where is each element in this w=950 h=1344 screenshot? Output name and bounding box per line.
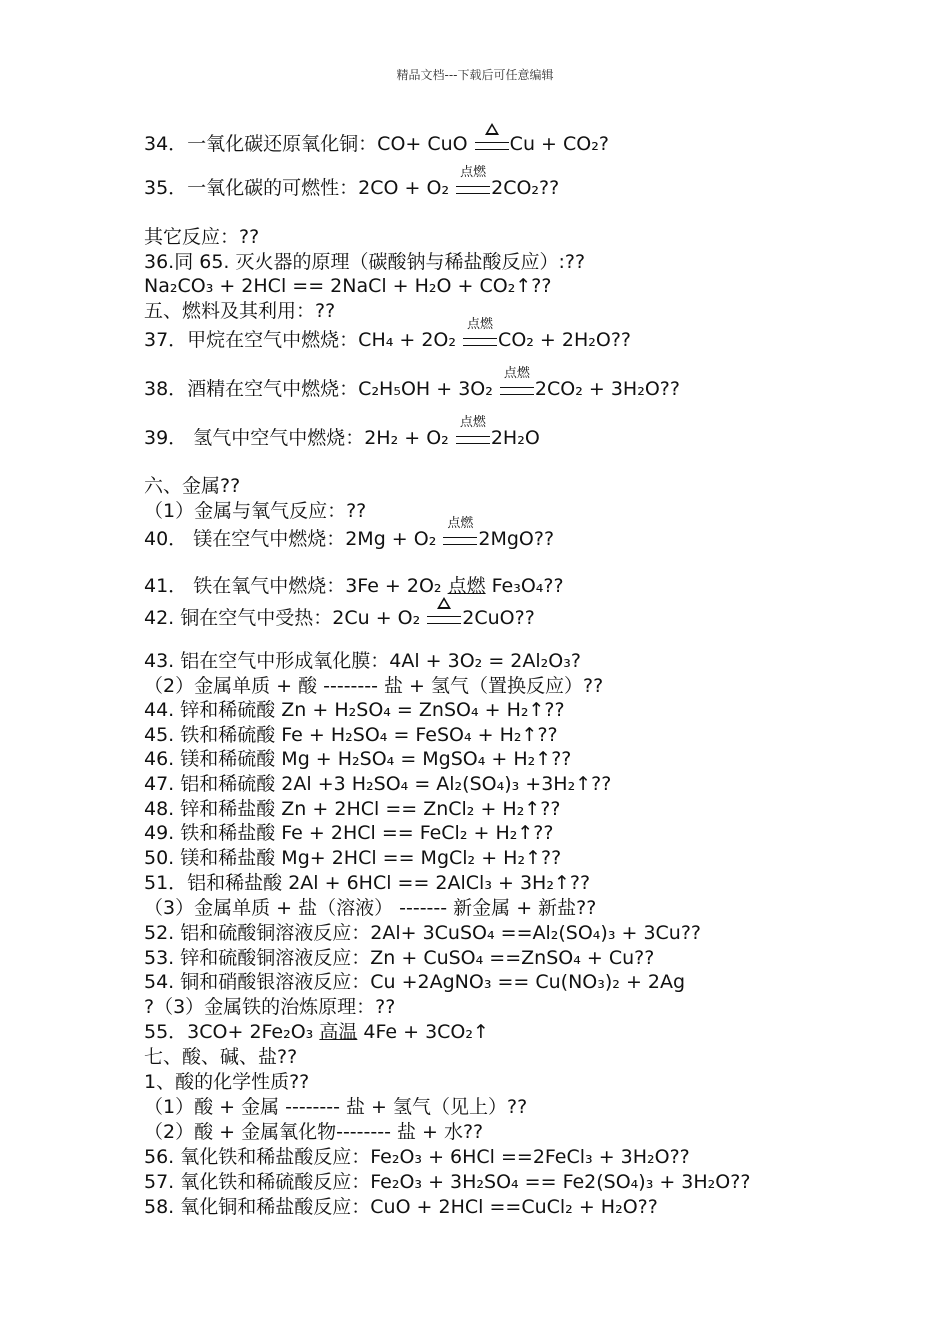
line-text: 1、酸的化学性质?? xyxy=(144,1071,310,1093)
line-text-after: 2MgO?? xyxy=(478,528,555,550)
line-text: 其它反应：?? xyxy=(144,226,260,248)
reaction-condition: 高温 xyxy=(319,1021,358,1043)
reaction-condition: 点燃 xyxy=(456,176,490,200)
line-text: 43. 铝在空气中形成氧化膜：4Al + 3O₂ = 2Al₂O₃? xyxy=(144,650,581,672)
line-text: 57. 氧化铁和稀硫酸反应：Fe₂O₃ + 3H₂SO₄ == Fe2(SO₄)₃ + 3H₂O?? xyxy=(144,1171,751,1193)
line-text: （2）金属单质 + 酸 -------- 盐 + 氢气（置换反应）?? xyxy=(144,675,604,697)
text-line xyxy=(144,649,581,673)
line-text: 34．一氧化碳还原氧化铜：CO+ CuO xyxy=(144,133,474,155)
line-text: （1）酸 + 金属 -------- 盐 + 氢气（见上）?? xyxy=(144,1096,528,1118)
line-text: 五、燃料及其利用：?? xyxy=(144,300,336,322)
line-text: 46. 镁和稀硫酸 Mg + H₂SO₄ = MgSO₄ + H₂↑?? xyxy=(144,748,572,770)
line-text: 七、酸、碱、盐?? xyxy=(144,1046,298,1068)
text-line xyxy=(144,896,596,920)
text-line xyxy=(144,797,560,821)
text-line xyxy=(144,250,585,274)
line-text: （3）金属单质 + 盐（溶液） ------- 新金属 + 新盐?? xyxy=(144,897,597,919)
reaction-condition xyxy=(475,132,509,156)
reaction-condition: 点燃 xyxy=(447,575,486,597)
line-text: （2）酸 + 金属氧化物-------- 盐 + 水?? xyxy=(144,1121,484,1143)
text-line xyxy=(144,1170,750,1194)
text-line xyxy=(144,1070,309,1094)
line-text: 36.同 65. 灭火器的原理（碳酸钠与稀盐酸反应）:?? xyxy=(144,251,586,273)
line-text: 47. 铝和稀硫酸 2Al +3 H₂SO₄ = Al₂(SO₄)₃ +3H₂↑?? xyxy=(144,773,612,795)
text-line xyxy=(144,366,680,401)
line-text: 55．3CO+ 2Fe₂O₃ xyxy=(144,1021,320,1043)
line-text: 49. 铁和稀盐酸 Fe + 2HCl == FeCl₂ + H₂↑?? xyxy=(144,822,554,844)
line-text: 48. 锌和稀盐酸 Zn + 2HCl == ZnCl₂ + H₂↑?? xyxy=(144,798,561,820)
line-text: 44. 锌和稀硫酸 Zn + H₂SO₄ = ZnSO₄ + H₂↑?? xyxy=(144,699,565,721)
text-line xyxy=(144,995,395,1019)
line-text: 52. 铝和硫酸铜溶液反应：2Al+ 3CuSO₄ ==Al₂(SO₄)₃ + 3Cu?? xyxy=(144,922,702,944)
line-text: 42. 铜在空气中受热：2Cu + O₂ xyxy=(144,607,427,629)
text-line xyxy=(144,821,553,845)
line-text: 53. 锌和硫酸铜溶液反应：Zn + CuSO₄ ==ZnSO₄ + Cu?? xyxy=(144,947,655,969)
line-text: 六、金属?? xyxy=(144,475,241,497)
line-text: 35．一氧化碳的可燃性：2CO + O₂ xyxy=(144,177,456,199)
text-line xyxy=(144,516,555,551)
text-line xyxy=(144,921,701,945)
line-text: 38．酒精在空气中燃烧：C₂H₅OH + 3O₂ xyxy=(144,378,499,400)
text-line xyxy=(144,871,590,895)
line-text: 54. 铜和硝酸银溶液反应：Cu +2AgNO₃ == Cu(NO₃)₂ + 2Ag xyxy=(144,971,686,993)
line-text: 58. 氧化铜和稀盐酸反应：CuO + 2HCl ==CuCl₂ + H₂O?? xyxy=(144,1196,658,1218)
line-text-after: 2H₂O xyxy=(490,427,540,449)
line-text: 45. 铁和稀硫酸 Fe + H₂SO₄ = FeSO₄ + H₂↑?? xyxy=(144,724,558,746)
text-line xyxy=(144,1020,489,1044)
line-text-after: 2CO₂ + 3H₂O?? xyxy=(534,378,680,400)
line-text: 41． 铁在氧气中燃烧：3Fe + 2O₂ xyxy=(144,575,448,597)
page-header: 精品文档---下载后可任意编辑 xyxy=(396,68,554,82)
line-text: 37．甲烷在空气中燃烧：CH₄ + 2O₂ xyxy=(144,329,463,351)
heat-triangle-icon xyxy=(485,123,499,135)
text-line xyxy=(144,415,540,450)
line-text: ?（3）金属铁的治炼原理：?? xyxy=(144,996,396,1018)
text-line xyxy=(144,1120,483,1144)
line-text: 39． 氢气中空气中燃烧：2H₂ + O₂ xyxy=(144,427,455,449)
text-line xyxy=(144,165,560,200)
line-text-after: 2CO₂?? xyxy=(491,177,560,199)
reaction-condition: 点燃 xyxy=(443,527,477,551)
text-line xyxy=(144,474,240,498)
text-line xyxy=(144,574,564,598)
line-text: 40． 镁在空气中燃烧：2Mg + O₂ xyxy=(144,528,443,550)
text-line xyxy=(144,723,558,747)
text-line xyxy=(144,846,561,870)
text-line xyxy=(144,1095,527,1119)
text-line xyxy=(144,299,335,323)
line-text-after: Fe₃O₄?? xyxy=(485,575,564,597)
text-line xyxy=(144,132,609,156)
line-text-after: Cu + CO₂? xyxy=(509,133,609,155)
text-line xyxy=(144,606,535,630)
text-line xyxy=(144,946,654,970)
line-text: 56. 氧化铁和稀盐酸反应：Fe₂O₃ + 6HCl ==2FeCl₃ + 3H₂O?? xyxy=(144,1146,690,1168)
text-line xyxy=(144,225,259,249)
text-line xyxy=(144,772,611,796)
reaction-condition: 点燃 xyxy=(463,328,497,352)
line-text-after: 2CuO?? xyxy=(462,607,535,629)
reaction-condition: 点燃 xyxy=(500,377,534,401)
line-text: Na₂CO₃ + 2HCl == 2NaCl + H₂O + CO₂↑?? xyxy=(144,275,552,297)
reaction-condition: 点燃 xyxy=(456,426,490,450)
line-text: （1）金属与氧气反应：?? xyxy=(144,500,367,522)
reaction-condition xyxy=(427,606,461,630)
line-text-after: CO₂ + 2H₂O?? xyxy=(498,329,632,351)
text-line xyxy=(144,747,571,771)
text-line xyxy=(144,1145,690,1169)
text-line xyxy=(144,274,551,298)
text-line xyxy=(144,1195,658,1219)
line-text: 51．铝和稀盐酸 2Al + 6HCl == 2AlCl₃ + 3H₂↑?? xyxy=(144,872,591,894)
line-text-after: 4Fe + 3CO₂↑ xyxy=(357,1021,489,1043)
text-line xyxy=(144,1045,297,1069)
text-line xyxy=(144,499,366,523)
text-line xyxy=(144,674,603,698)
text-line xyxy=(144,970,685,994)
line-text: 50. 镁和稀盐酸 Mg+ 2HCl == MgCl₂ + H₂↑?? xyxy=(144,847,562,869)
heat-triangle-icon xyxy=(437,597,451,609)
text-line xyxy=(144,698,565,722)
text-line xyxy=(144,317,632,352)
